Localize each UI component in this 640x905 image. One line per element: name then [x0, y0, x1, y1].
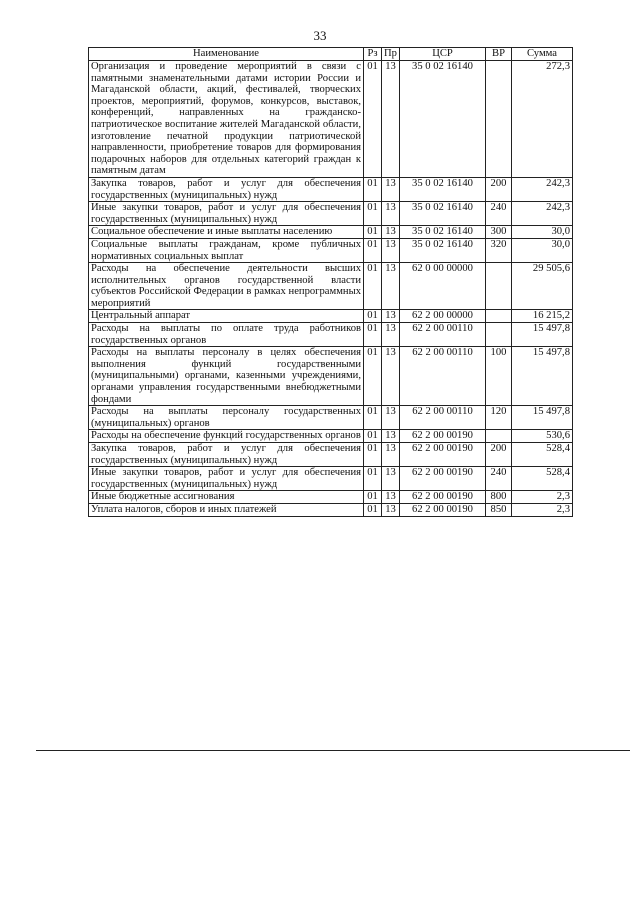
row-vr: 800: [486, 491, 512, 504]
row-sum: 242,3: [512, 177, 573, 201]
budget-table: [88, 47, 573, 517]
row-name: Расходы на выплаты персоналу государственных (муниципальных) органов: [89, 406, 364, 430]
table-row: [89, 323, 573, 347]
row-rz: 01: [364, 503, 382, 516]
table-row: [89, 226, 573, 239]
row-vr: [486, 61, 512, 178]
row-name: Социальные выплаты гражданам, кроме публичных нормативных социальных выплат: [89, 238, 364, 262]
table-row: [89, 406, 573, 430]
row-rz: 01: [364, 406, 382, 430]
row-csr: 62 2 00 00110: [400, 323, 486, 347]
row-csr: 62 2 00 00190: [400, 491, 486, 504]
row-sum: 242,3: [512, 202, 573, 226]
row-rz: 01: [364, 430, 382, 443]
row-vr: 240: [486, 467, 512, 491]
table-row: [89, 238, 573, 262]
row-rz: 01: [364, 491, 382, 504]
row-rz: 01: [364, 202, 382, 226]
page-number: 33: [313, 28, 327, 43]
row-vr: 200: [486, 443, 512, 467]
row-csr: 35 0 02 16140: [400, 61, 486, 178]
row-pr: 13: [382, 503, 400, 516]
row-name: Расходы на выплаты по оплате труда работников государственных органов: [89, 323, 364, 347]
row-pr: 13: [382, 202, 400, 226]
row-csr: 35 0 02 16140: [400, 238, 486, 262]
row-rz: 01: [364, 467, 382, 491]
row-sum: 2,3: [512, 491, 573, 504]
row-rz: 01: [364, 443, 382, 467]
header-sum: Сумма: [512, 48, 573, 61]
row-sum: 30,0: [512, 226, 573, 239]
row-name: Расходы на обеспечение функций государственных органов: [89, 430, 364, 443]
row-name: Иные закупки товаров, работ и услуг для обеспечения государственных (муниципальных) нужд: [89, 467, 364, 491]
row-csr: 62 2 00 00190: [400, 443, 486, 467]
row-pr: 13: [382, 310, 400, 323]
row-pr: 13: [382, 443, 400, 467]
row-name: Иные бюджетные ассигнования: [89, 491, 364, 504]
row-rz: 01: [364, 61, 382, 178]
row-vr: 240: [486, 202, 512, 226]
row-rz: 01: [364, 263, 382, 310]
row-name: Иные закупки товаров, работ и услуг для обеспечения государственных (муниципальных) нужд: [89, 202, 364, 226]
row-sum: 15 497,8: [512, 323, 573, 347]
row-vr: 850: [486, 503, 512, 516]
table-row: [89, 347, 573, 406]
row-csr: 62 2 00 00110: [400, 347, 486, 406]
row-csr: 35 0 02 16140: [400, 202, 486, 226]
row-pr: 13: [382, 347, 400, 406]
row-csr: 62 0 00 00000: [400, 263, 486, 310]
row-csr: 35 0 02 16140: [400, 226, 486, 239]
row-pr: 13: [382, 226, 400, 239]
table-header-row: [89, 48, 573, 61]
table-row: [89, 310, 573, 323]
row-sum: 528,4: [512, 467, 573, 491]
row-rz: 01: [364, 323, 382, 347]
row-rz: 01: [364, 310, 382, 323]
row-name: Центральный аппарат: [89, 310, 364, 323]
row-pr: 13: [382, 238, 400, 262]
row-csr: 62 2 00 00190: [400, 430, 486, 443]
row-pr: 13: [382, 323, 400, 347]
row-csr: 62 2 00 00190: [400, 467, 486, 491]
row-name: Закупка товаров, работ и услуг для обеспечения государственных (муниципальных) нужд: [89, 177, 364, 201]
header-csr: ЦСР: [400, 48, 486, 61]
row-vr: 120: [486, 406, 512, 430]
row-pr: 13: [382, 263, 400, 310]
row-name: Закупка товаров, работ и услуг для обеспечения государственных (муниципальных) нужд: [89, 443, 364, 467]
row-name: Организация и проведение мероприятий в связи с памятными знаменательными датами истории России и Магаданской области, акций, фестивалей, творческих проектов, мероприятий, форумов, конкурсов, выставок, конференций, направленных на гражданско-патриотическое воспитание жителей Магаданской области, изготовление печатной продукции патриотической направленности, приобретение товаров для формирования подарочных наборов для отдельных категорий граждан к памятным датам: [89, 61, 364, 178]
header-vr: ВР: [486, 48, 512, 61]
row-vr: [486, 323, 512, 347]
row-rz: 01: [364, 347, 382, 406]
row-vr: 300: [486, 226, 512, 239]
row-vr: [486, 263, 512, 310]
row-pr: 13: [382, 406, 400, 430]
table-row: [89, 177, 573, 201]
row-rz: 01: [364, 177, 382, 201]
table-row: [89, 491, 573, 504]
row-pr: 13: [382, 491, 400, 504]
header-rz: Рз: [364, 48, 382, 61]
row-csr: 62 2 00 00190: [400, 503, 486, 516]
row-pr: 13: [382, 61, 400, 178]
header-pr: Пр: [382, 48, 400, 61]
row-name: Социальное обеспечение и иные выплаты населению: [89, 226, 364, 239]
row-vr: [486, 310, 512, 323]
row-vr: [486, 430, 512, 443]
row-name: Расходы на обеспечение деятельности высших исполнительных органов государственной власти субъектов Российской Федерации в рамках непрограммных мероприятий: [89, 263, 364, 310]
row-rz: 01: [364, 226, 382, 239]
row-sum: 16 215,2: [512, 310, 573, 323]
row-name: Уплата налогов, сборов и иных платежей: [89, 503, 364, 516]
row-sum: 29 505,6: [512, 263, 573, 310]
row-csr: 62 2 00 00000: [400, 310, 486, 323]
row-csr: 62 2 00 00110: [400, 406, 486, 430]
row-pr: 13: [382, 430, 400, 443]
row-vr: 100: [486, 347, 512, 406]
table-row: [89, 503, 573, 516]
row-sum: 272,3: [512, 61, 573, 178]
table-row: [89, 202, 573, 226]
bottom-divider: [36, 750, 630, 751]
row-rz: 01: [364, 238, 382, 262]
row-csr: 35 0 02 16140: [400, 177, 486, 201]
row-vr: 320: [486, 238, 512, 262]
row-sum: 2,3: [512, 503, 573, 516]
row-sum: 15 497,8: [512, 406, 573, 430]
row-pr: 13: [382, 177, 400, 201]
table-row: [89, 61, 573, 178]
row-sum: 15 497,8: [512, 347, 573, 406]
table-row: [89, 443, 573, 467]
row-vr: 200: [486, 177, 512, 201]
table-row: [89, 467, 573, 491]
table-row: [89, 263, 573, 310]
row-sum: 528,4: [512, 443, 573, 467]
row-sum: 30,0: [512, 238, 573, 262]
row-pr: 13: [382, 467, 400, 491]
row-name: Расходы на выплаты персоналу в целях обеспечения выполнения функций государственными (муниципальными) органами, казенными учреждениями, органами управления государственными внебюджетными фондами: [89, 347, 364, 406]
row-sum: 530,6: [512, 430, 573, 443]
header-name: Наименование: [89, 48, 364, 61]
table-row: [89, 430, 573, 443]
